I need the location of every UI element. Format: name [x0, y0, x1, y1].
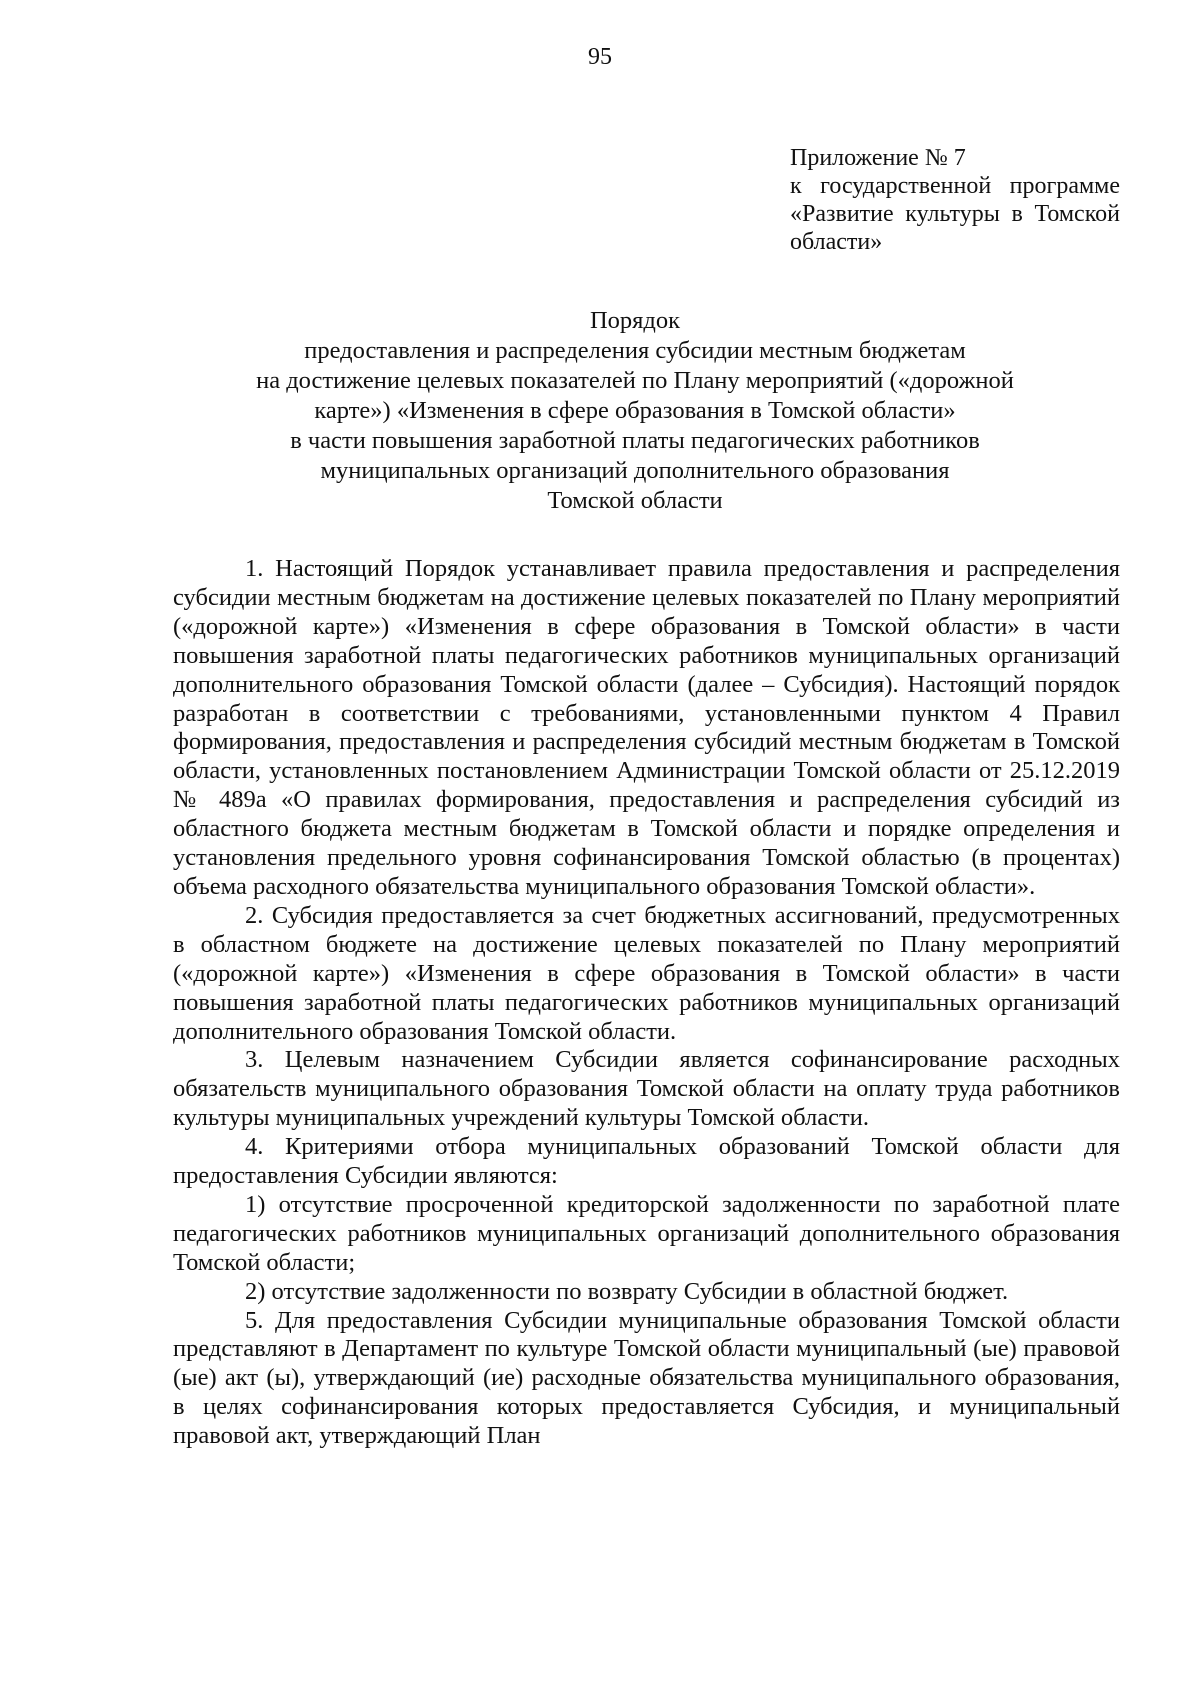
paragraph-2: 2. Субсидия предоставляется за счет бюджетных ассигнований, предусмотренных в областном бюджете на достижение целевых показателей по Плану мероприятий («дорожной карте») «Изменения в сфере образования в Томской области» в части повышения заработной платы педагогических работников муниципальных организаций дополнительного образования Томской области.	[173, 901, 1120, 1045]
document-body	[173, 555, 1120, 1451]
title-line: предоставления и распределения субсидии местным бюджетам	[304, 337, 966, 364]
title-line: карте») «Изменения в сфере образования в Томской области»	[314, 397, 956, 424]
paragraph-3: 3. Целевым назначением Субсидии является софинансирование расходных обязательств муниципального образования Томской области на оплату труда работников культуры муниципальных учреждений культуры Томской области.	[173, 1046, 1120, 1132]
paragraph-4-item-1: 1) отсутствие просроченной кредиторской задолженности по заработной плате педагогических работников муниципальных организаций дополнительного образования Томской области;	[173, 1190, 1120, 1276]
title-line: муниципальных организаций дополнительного образования	[320, 457, 950, 484]
document-title	[160, 306, 1110, 516]
paragraph-4-item-2: 2) отсутствие задолженности по возврату Субсидии в областной бюджет.	[245, 1277, 1009, 1305]
appendix-program-reference: к государственной программе «Развитие культуры в Томской области»	[790, 173, 1120, 255]
appendix-number: Приложение № 7	[790, 145, 966, 171]
title-line: Порядок	[589, 307, 681, 334]
title-line: в части повышения заработной платы педагогических работников	[290, 427, 980, 454]
paragraph-4: 4. Критериями отбора муниципальных образований Томской области для предоставления Субсидии являются:	[173, 1133, 1120, 1190]
paragraph-5: 5. Для предоставления Субсидии муниципальные образования Томской области представляют в Департамент по культуре Томской области муниципальный (ые) правовой (ые) акт (ы), утверждающий (ие) расходные обязательства муниципального образования, в целях софинансирования которых предоставляется Субсидия, и муниципальный правовой акт, утверждающий План	[173, 1306, 1120, 1450]
title-line: Томской области	[547, 487, 723, 514]
paragraph-1: 1. Настоящий Порядок устанавливает правила предоставления и распределения субсидии местным бюджетам на достижение целевых показателей по Плану мероприятий («дорожной карте») «Изменения в сфере образования в Томской области» в части повышения заработной платы педагогических работников муниципальных организаций дополнительного образования Томской области (далее – Субсидия). Настоящий порядок разработан в соответствии с требованиями, установленными пунктом 4 Правил формирования, предоставления и распределения субсидий местным бюджетам в Томской области, установленных постановлением Администрации Томской области от 25.12.2019 № 489а «О правилах формирования, предоставления и распределения субсидий из областного бюджета местным бюджетам в Томской области и порядке определения и установления предельного уровня софинансирования Томской областью (в процентах) объема расходного обязательства муниципального образования Томской области».	[173, 555, 1120, 900]
appendix-header	[790, 144, 1120, 256]
page-number: 95	[588, 44, 612, 70]
title-line: на достижение целевых показателей по Плану мероприятий («дорожной	[256, 367, 1014, 394]
